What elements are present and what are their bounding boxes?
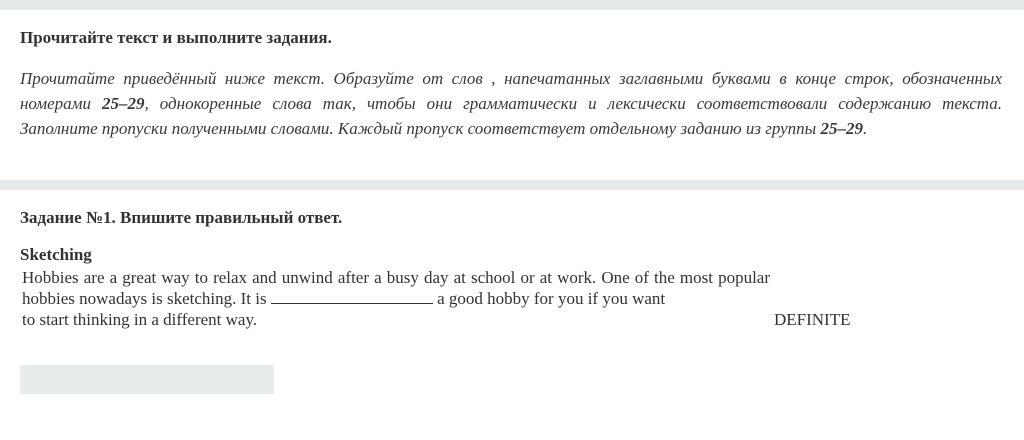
task-range-1: 25–29 bbox=[102, 94, 145, 113]
section-divider bbox=[0, 180, 1024, 190]
passage-lines-1-2 bbox=[22, 267, 770, 309]
task-heading: Задание №1. Впишите правильный ответ. bbox=[20, 208, 343, 227]
top-divider bbox=[0, 0, 1024, 10]
passage-line-3: to start thinking in a different way. bbox=[22, 310, 258, 329]
instructions-part-2: , однокоренные слова так, чтобы они грамматически и лексически соответствовали содержанию текста. Заполните пропуски полученными словами. Каждый пропуск соответствует отдельному заданию из группы bbox=[20, 94, 1003, 138]
instructions-text bbox=[20, 66, 1002, 141]
task-range-2: 25–29 bbox=[820, 119, 863, 138]
passage-before-gap: Hobbies are a great way to relax and unwind after a busy day at school or at work. One of the most popular hobbies nowadays is sketching. It is bbox=[22, 268, 770, 308]
text-title: Sketching bbox=[20, 245, 92, 264]
passage bbox=[22, 267, 770, 330]
instructions-part-3: . bbox=[862, 119, 868, 138]
instructions-heading: Прочитайте текст и выполните задания. bbox=[20, 28, 332, 47]
passage-after-gap: a good hobby for you if you want bbox=[432, 289, 666, 308]
instructions-part-1: Прочитайте приведённый ниже текст. Образуйте от слов , напечатанных заглавными буквами в конце строк, обозначенных номерами bbox=[20, 69, 1002, 113]
answer-input[interactable] bbox=[20, 365, 274, 394]
keyword-definite: DEFINITE bbox=[774, 310, 851, 329]
blank-gap bbox=[271, 289, 433, 304]
